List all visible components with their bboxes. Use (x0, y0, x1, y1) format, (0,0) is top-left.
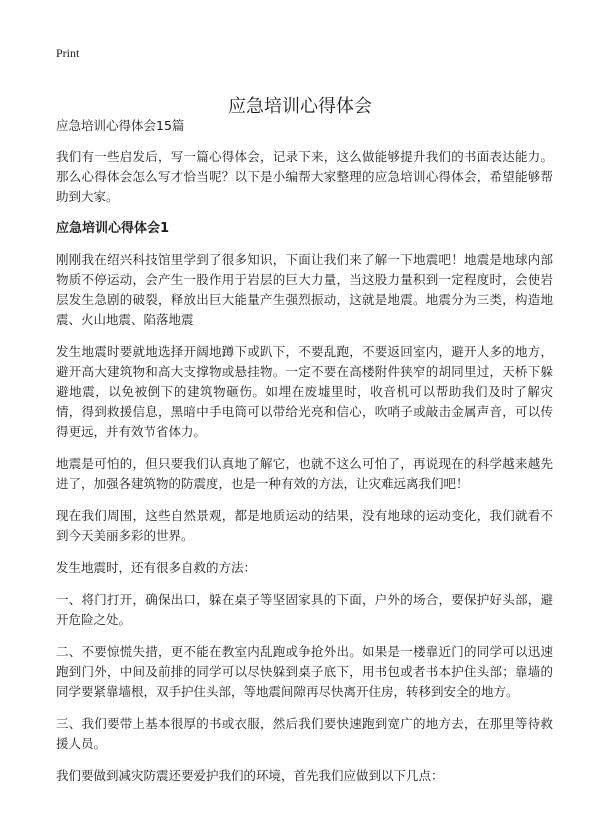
paragraph: 地震是可怕的，但只要我们认真地了解它，也就不这么可怕了，再说现在的科学越来越先进了，加强各建筑物的防震度，也是一种有效的方法，让灾难远离我们吧！ (56, 456, 553, 491)
paragraph: 二、不要惊慌失措，更不能在教室内乱跑或争抢外出。如果是一楼靠近门的同学可以迅速跑到门外，中间及前排的同学可以尽快躲到桌子底下，用书包或者书本护住头部；靠墙的同学要紧靠墙根，双手护住头部，等地震间隙再尽快离开住房，转移到安全的地方。 (56, 644, 553, 699)
article-body (56, 116, 553, 798)
paragraph: 刚刚我在绍兴科技馆里学到了很多知识，下面让我们来了解一下地震吧！地震是地球内部物质不停运动，会产生一股作用于岩层的巨大力量，当这股力量积到一定程度时，会使岩层发生急剧的破裂，释放出巨大能量产生强烈振动，这就是地震。地震分为三类，构造地震、火山地震、陷落地震 (56, 252, 553, 327)
paragraph: 一、将门打开，确保出口，躲在桌子等坚固家具的下面，户外的场合，要保护好头部，避开危险之处。 (56, 592, 553, 627)
page-title: 应急培训心得体会 (228, 96, 372, 118)
paragraph: 我们要做到减灾防震还要爱护我们的环境，首先我们应做到以下几点： (56, 768, 444, 783)
paragraph: 现在我们周围，这些自然景观，都是地质运动的结果，没有地球的运动变化，我们就看不到今天美丽多彩的世界。 (56, 508, 553, 543)
article-subtitle: 应急培训心得体会15篇 (56, 118, 185, 133)
print-link[interactable]: Print (56, 46, 80, 60)
paragraph: 发生地震时要就地选择开阔地蹲下或趴下，不要乱跑，不要返回室内，避开人多的地方，避开高大建筑物和高大支撑物或悬挂物。一定不要在高楼附件狭窄的胡同里过，天桥下躲避地震，以免被倒下的建筑物砸伤。如埋在废墟里时，收音机可以帮助我们及时了解灾情，得到救援信息，黑暗中手电筒可以带给光亮和信心，吹哨子或敲击金属声音，可以传得更远，并有效节省体力。 (56, 344, 553, 439)
paragraph: 发生地震时，还有很多自救的方法： (56, 560, 257, 575)
intro-paragraph: 我们有一些启发后，写一篇心得体会，记录下来，这么做能够提升我们的书面表达能力。那么心得体会怎么写才恰当呢？以下是小编帮大家整理的应急培训心得体会，希望能够帮助到大家。 (56, 149, 553, 204)
section-heading: 应急培训心得体会1 (56, 221, 170, 236)
paragraph: 三、我们要带上基本很厚的书或衣服，然后我们要快速跑到宽广的地方去，在那里等待救援人员。 (56, 716, 553, 751)
